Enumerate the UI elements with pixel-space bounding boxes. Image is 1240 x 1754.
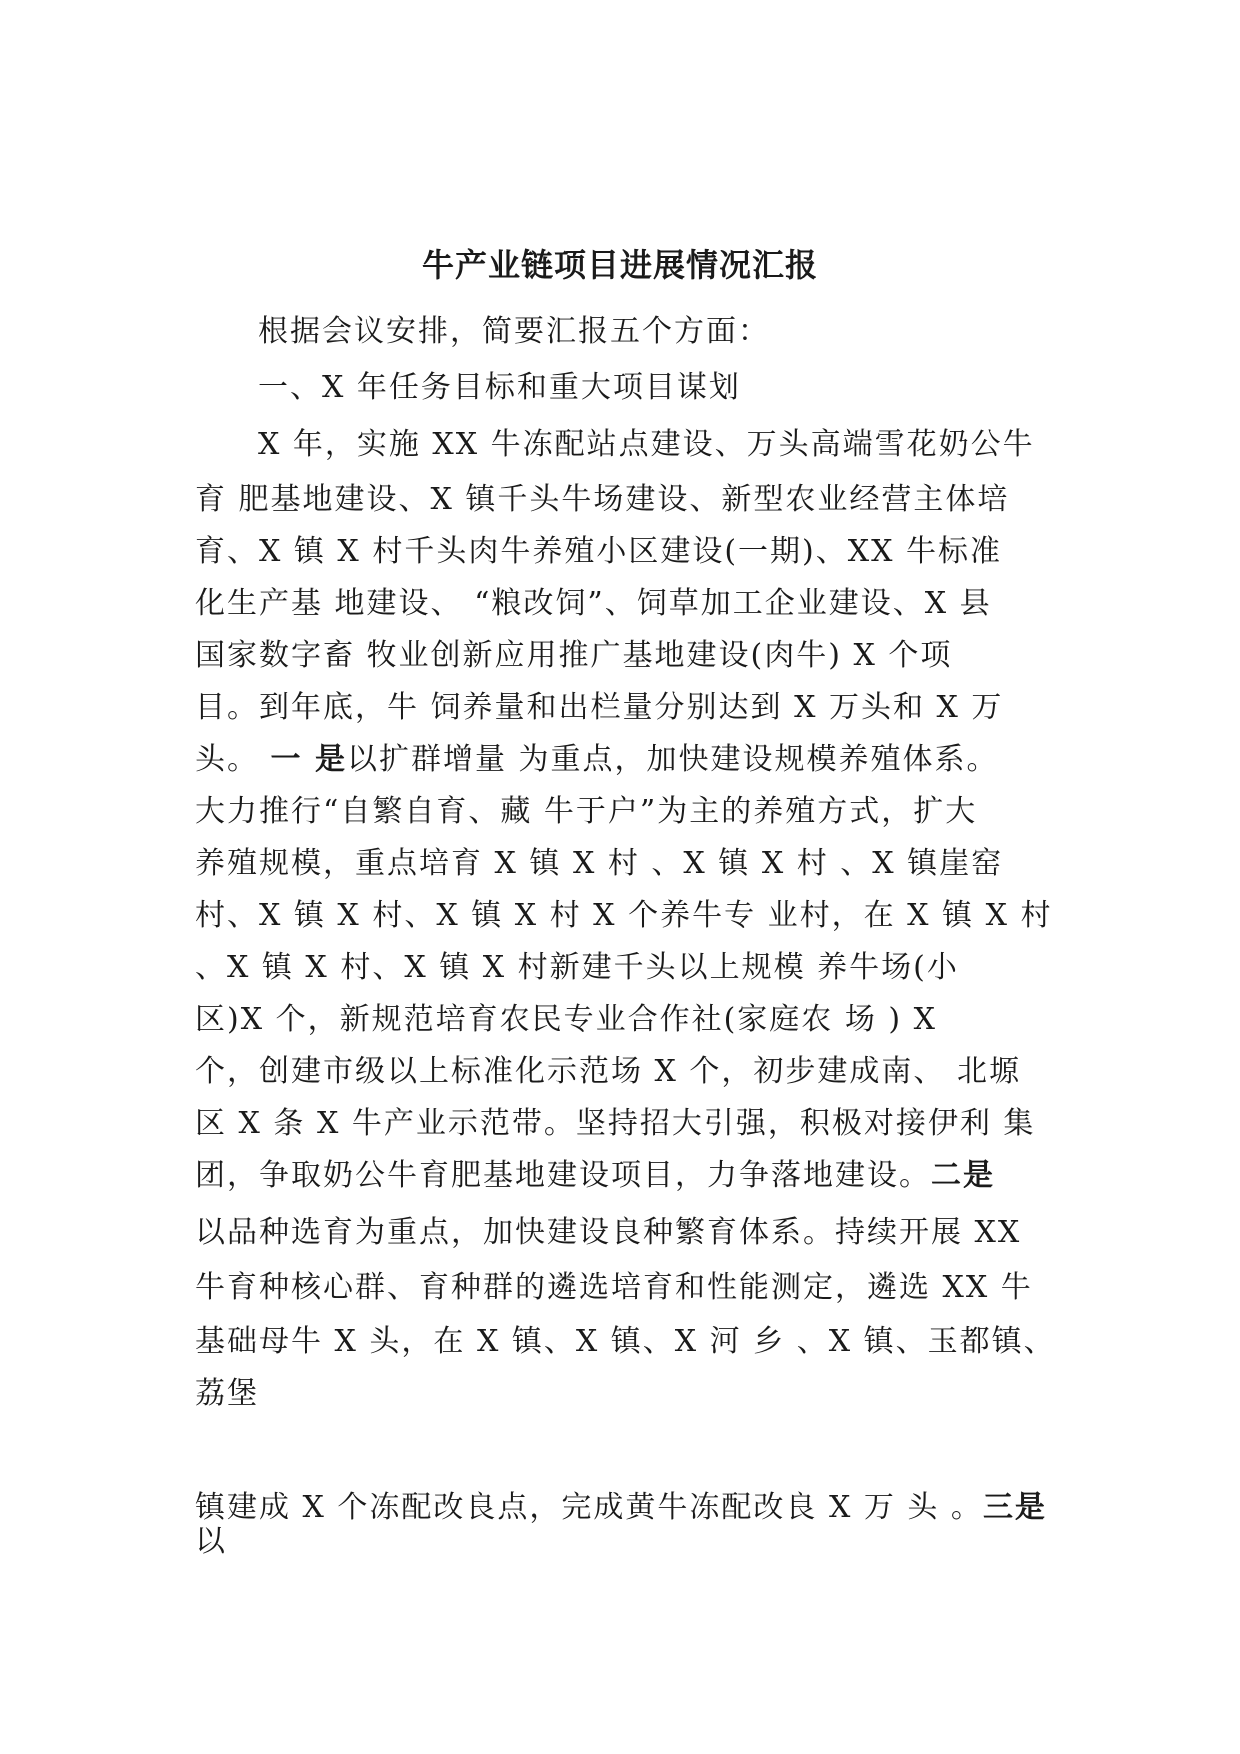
body-line: 牛育种核心群、育种群的遴选培育和性能测定，遴选 XX 牛	[195, 1270, 1033, 1305]
body-line: 荔堡	[195, 1376, 259, 1411]
page-title: 牛产业链项目进展情况汇报	[421, 246, 818, 284]
body-line: 基础母牛 X 头，在 X 镇、X 镇、X 河 乡 、X 镇、玉都镇、	[195, 1324, 1056, 1359]
body-line: 目。到年底，牛 饲养量和出栏量分别达到 X 万头和 X 万	[195, 690, 1004, 725]
bold-marker-first: 一 是	[270, 742, 347, 777]
bold-marker-third: 三是	[982, 1490, 1047, 1525]
body-line: 国家数字畜 牧业创新应用推广基地建设(肉牛) X 个项	[195, 638, 953, 673]
body-line: X 年，实施 XX 牛冻配站点建设、万头高端雪花奶公牛	[258, 427, 1035, 462]
body-line: 育 肥基地建设、X 镇千头牛场建设、新型农业经营主体培	[195, 482, 1010, 517]
body-line: 以	[195, 1524, 227, 1559]
body-line: 团，争取奶公牛育肥基地建设项目，力争落地建设。二是	[195, 1158, 995, 1193]
body-line: 村、X 镇 X 村、X 镇 X 村 X 个养牛专 业村，在 X 镇 X 村	[195, 898, 1053, 933]
bold-marker-second: 二是	[931, 1158, 995, 1193]
body-line: 镇建成 X 个冻配改良点，完成黄牛冻配改良 X 万 头 。三是	[195, 1490, 1047, 1525]
body-line: 区)X 个，新规范培育农民专业合作社(家庭农 场 ) X	[195, 1002, 937, 1037]
body-line: 育、X 镇 X 村千头肉牛养殖小区建设(一期)、XX 牛标准	[195, 534, 1002, 569]
body-line: 化生产基 地建设、 “粮改饲”、饲草加工企业建设、X 县	[195, 586, 992, 621]
body-line: 头。 一 是以扩群增量 为重点，加快建设规模养殖体系。	[195, 742, 999, 777]
section-heading: 一、X 年任务目标和重大项目谋划	[258, 370, 741, 405]
intro-paragraph: 根据会议安排，简要汇报五个方面：	[258, 314, 770, 349]
body-line: 区 X 条 X 牛产业示范带。坚持招大引强，积极对接伊利 集	[195, 1106, 1036, 1141]
body-line: 、X 镇 X 村、X 镇 X 村新建千头以上规模 养牛场(小	[195, 950, 959, 985]
body-line: 大力推行“自繁自育、藏 牛于户”为主的养殖方式，扩大	[195, 794, 978, 829]
body-line: 以品种选育为重点，加快建设良种繁育体系。持续开展 XX	[195, 1215, 1022, 1250]
body-line: 个，创建市级以上标准化示范场 X 个，初步建成南、 北塬	[195, 1054, 1021, 1089]
body-line: 养殖规模，重点培育 X 镇 X 村 、X 镇 X 村 、X 镇崖窑	[195, 846, 1004, 881]
